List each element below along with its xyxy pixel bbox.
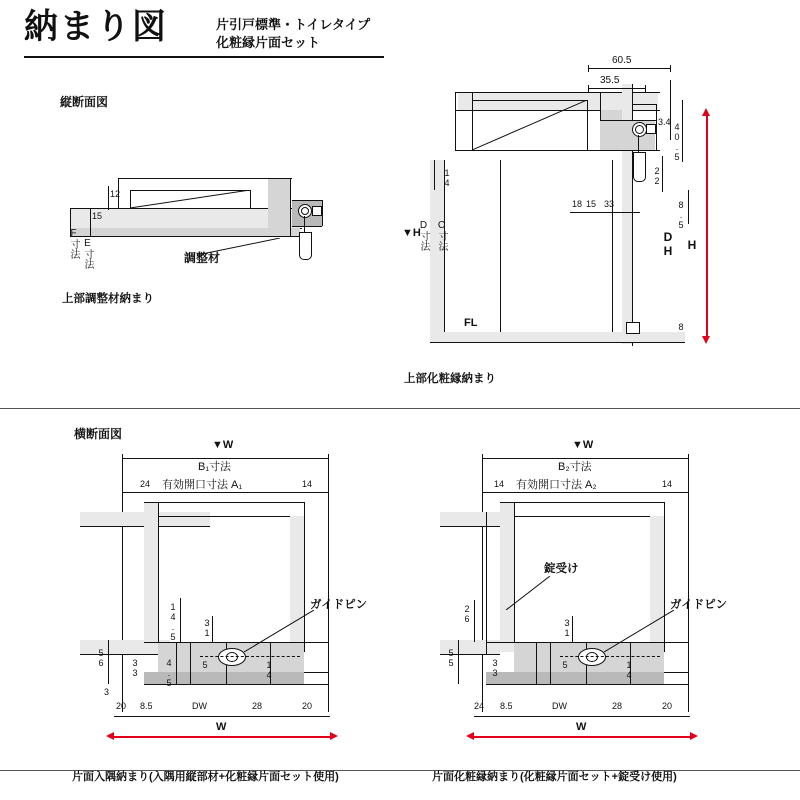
subtitle-line-1: 片引戸標準・トイレタイプ — [216, 17, 371, 32]
section-divider-1 — [0, 408, 800, 409]
br-opening-label: 有効開口寸法 A₂ — [516, 479, 597, 491]
header-rule — [24, 56, 384, 58]
floor-level-label: FL — [464, 317, 478, 329]
bl-opening-label: 有効開口寸法 A₁ — [162, 479, 243, 491]
bl-b-dim: B₁寸法 — [198, 461, 232, 473]
br-opening-left: 14 — [494, 479, 505, 489]
horizontal-section-label: 横断面図 — [74, 427, 123, 441]
bottom-left-detail: ▼W B₁寸法 24 有効開口寸法 A₁ 14 ガイドピン 14.5 31 56 33 4.5 5 14 3 20 8.5 DW 28 20 W — [80, 440, 400, 760]
page-title: 納まり図 — [24, 8, 168, 46]
br-top-w: ▼W — [572, 439, 594, 451]
br-opening-right: 14 — [662, 479, 673, 489]
subtitle-line-2: 化粧縁片面セット — [216, 35, 321, 50]
vertical-section-label: 縦断面図 — [60, 95, 109, 109]
bl-guide-pin-label: ガイドピン — [310, 599, 368, 611]
bottom-right-caption: 片面化粧縁納まり(化粧縁片面セット+錠受け使用) — [432, 771, 677, 783]
adjust-material-callout: 調整材 — [184, 251, 221, 265]
top-left-detail: 12 15 F寸法 E寸法 調整材 — [60, 150, 350, 350]
bottom-right-detail: ▼W B₂寸法 14 有効開口寸法 A₂ 14 錠受け ガイドピン 26 31 55 33 5 14 24 8.5 DW 28 20 W — [440, 440, 760, 760]
top-left-caption: 上部調整材納まり — [62, 293, 154, 305]
bl-opening-left: 24 — [140, 479, 151, 489]
top-right-detail: FL 60.5 35.5 3.4 40.5 22 8.5 8 DH H 14 D寸法 C寸法 ▼H 18 15 33 — [400, 60, 730, 350]
bl-opening-right: 14 — [302, 479, 313, 489]
bl-bottom-w: W — [216, 721, 227, 733]
bottom-left-caption: 片面入隅納まり(入隅用縦部材+化粧縁片面セット使用) — [72, 771, 339, 783]
top-right-caption: 上部化粧縁納まり — [404, 373, 496, 385]
br-bottom-w: W — [576, 721, 587, 733]
bl-top-w: ▼W — [212, 439, 234, 451]
br-b-dim: B₂寸法 — [558, 461, 592, 473]
br-lock-receiver-label: 錠受け — [544, 563, 579, 575]
br-guide-pin-label: ガイドピン — [670, 599, 728, 611]
